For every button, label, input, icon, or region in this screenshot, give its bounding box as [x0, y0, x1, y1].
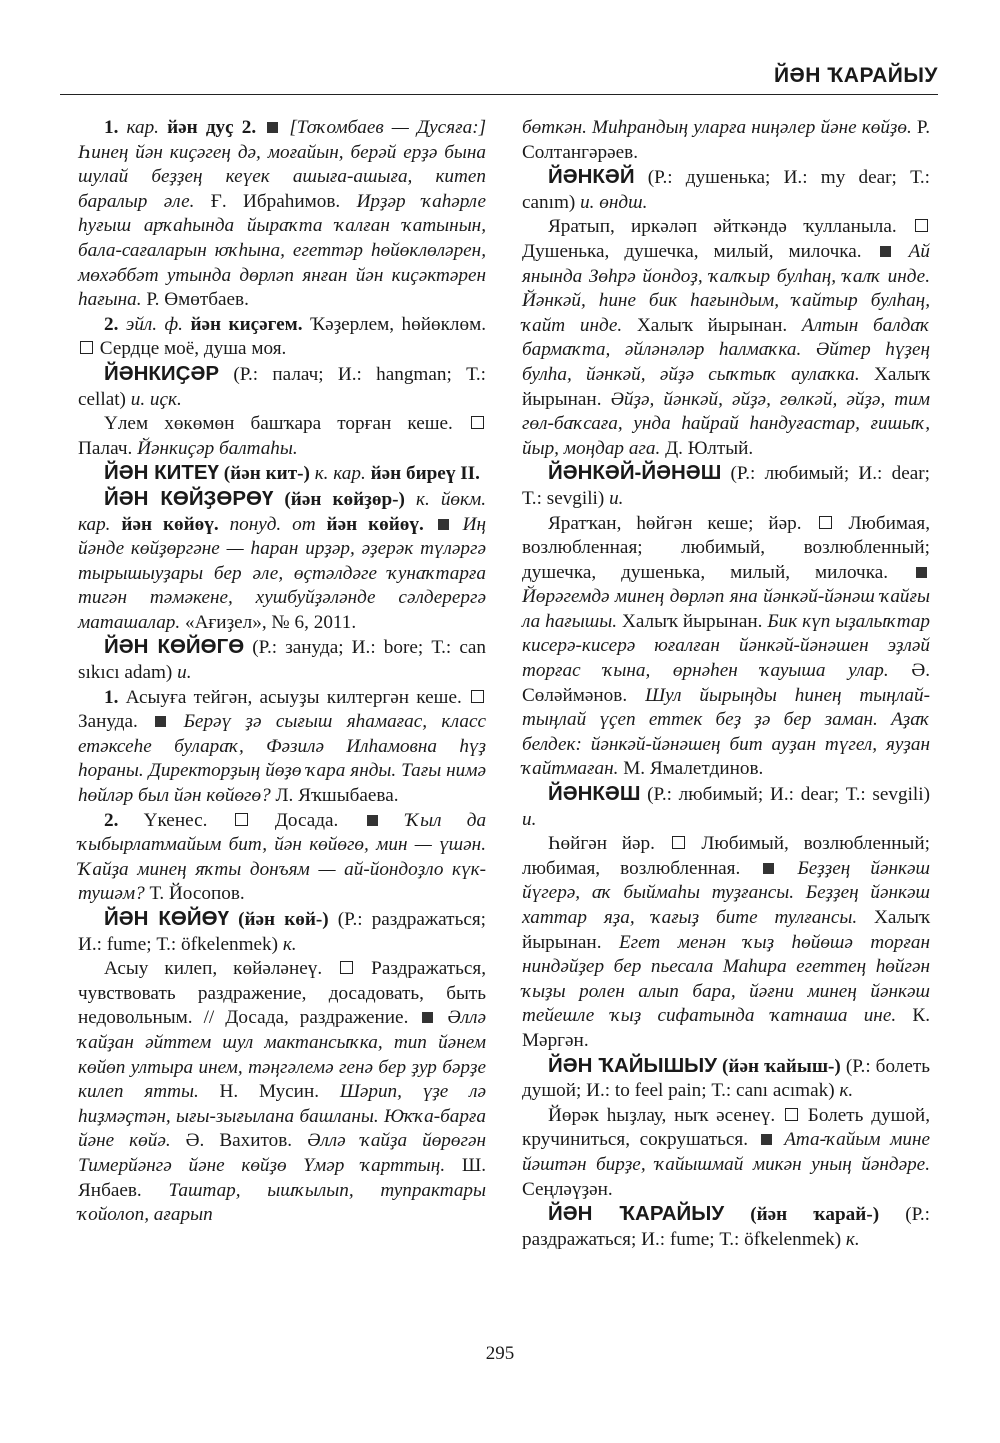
quote-source: Халыҡ йырынан.	[621, 610, 763, 632]
example-bullet-icon	[763, 863, 774, 874]
running-head	[60, 58, 938, 95]
quote-source: Халыҡ йырынан.	[636, 314, 788, 336]
grammar-label: эйл. ф.	[125, 313, 183, 335]
verb-stem: (йән көй-)	[238, 909, 329, 930]
entry-yen-koyogo	[78, 635, 486, 685]
example-quote: Әллә ҡайҙа йөрөгән Тимерйәнгә йәне көйҙө Үмәр ҡарттың.	[78, 1130, 486, 1176]
entry-yen-koyoy	[78, 907, 486, 957]
example-quote: Ата-ҡайым мине йәштән бирҙе, ҡайышмай микән уның йәндәре.	[522, 1129, 931, 1175]
russian-translation: Палач.	[78, 437, 133, 459]
grammar-label: к. кар.	[314, 463, 366, 485]
verb-stem: (йән ҡарай-)	[750, 1204, 880, 1226]
grammar-label: кар.	[126, 117, 159, 138]
headword: ЙӘН КИТЕҮ	[104, 461, 219, 485]
russian-translation: Сердце моё, душа моя.	[99, 338, 287, 360]
equivalents: (Р.: зануда; И.: bore; Т.: can sıkıcı adam)	[78, 637, 487, 684]
translation-square-icon	[785, 1108, 798, 1121]
sense-number: 1.	[104, 686, 119, 708]
translation-square-icon	[471, 690, 484, 703]
russian-translation: Душенька, душечка, милый, милочка.	[522, 240, 862, 262]
cross-reference: йән көйөү.	[121, 513, 219, 535]
definition: Асыуға тейгән, асыуҙы килтергән кеше.	[125, 686, 462, 708]
example-quote: Йәнкиҫәр балтаһы.	[137, 437, 298, 459]
definition: Ҡәҙерлем, һөйөклөм.	[310, 313, 487, 335]
grammar-label: к.	[845, 1228, 860, 1250]
definition: Үкенес.	[143, 809, 208, 831]
definition-paragraph	[522, 512, 930, 783]
quote-author: Ғ. Ибраһимов.	[210, 190, 341, 212]
quote-author: Н. Мусин.	[219, 1081, 320, 1103]
equivalents: (Р.: любимый; И.: dear; Т.: sevgili)	[522, 463, 930, 509]
example-quote: бөткән. Миһрандың уларға ниңәлер йәне көйҙө.	[522, 117, 912, 138]
russian-translation: Раздражаться, чувствовать раздражение, досадовать, быть недовольным. // Досада, раздражение.	[78, 958, 486, 1029]
example-bullet-icon	[880, 246, 891, 257]
translation-square-icon	[915, 219, 928, 232]
sense-number: 1.	[104, 117, 119, 138]
entry-sense-1	[78, 686, 486, 809]
equivalents: (Р.: любимый; И.: dear; Т.: sevgili)	[647, 784, 930, 806]
left-column	[78, 116, 486, 1228]
entry-yenkey-yenesh	[522, 461, 930, 511]
quote-author: Ш. Янбаев.	[78, 1154, 486, 1201]
cross-reference: йән дуҫ 2.	[167, 117, 257, 138]
quote-author: Ә. Сөләймәнов.	[522, 660, 930, 706]
definition-paragraph	[522, 832, 930, 1053]
entry-yenkey	[522, 165, 930, 215]
right-column	[522, 116, 930, 1252]
headword: ЙӘНКӘШ	[548, 782, 641, 806]
grammar-label: понуд. от	[229, 513, 316, 535]
quote-author: К. Мәргән.	[522, 1005, 931, 1051]
headword: ЙӘН КӨЙҘӨРӨҮ	[104, 486, 274, 510]
example-bullet-icon	[155, 716, 166, 727]
quote-author: Р. Өмөтбаев.	[146, 289, 249, 311]
headword: ЙӘН КӨЙӨҮ	[104, 907, 229, 930]
sense-number: 2.	[104, 313, 119, 335]
grammar-label: к.	[839, 1080, 854, 1102]
example-quote: Бик күп ыҙалыҡтар кисерә-кисерә юғалған йәнкәй-йәнәшен эҙләй торғас ҡына, өрнәһен ҡауыша улар.	[522, 610, 931, 682]
russian-translation: Любимая, возлюбленная; любимый, возлюбленный; душечка, душенька, милый, милочка.	[522, 512, 931, 583]
definition: Йөрәк һыҙлау, ныҡ әсенеү.	[548, 1104, 776, 1126]
translation-square-icon	[340, 961, 353, 974]
equivalents: (Р.: раздражаться; И.: fume; Т.: öfkelenmek)	[78, 909, 486, 955]
sense-number: 2.	[104, 809, 119, 831]
example-quote: Беҙҙең йәнкәш йүгерә, аҡ быймаһы туҙғансы. Беҙҙең йәнкәш хаттар яҙа, ҡағыҙ бите тулғансы.	[522, 857, 931, 928]
entry-yen-karayyu	[522, 1202, 930, 1252]
quote-source: Халыҡ йырынан.	[522, 363, 931, 410]
example-quote: Иң йәнде көйҙөргәне — һаран ирҙәр, әҙерәк түләргә тырышыуҙары бер әле, өҫтәлдәге ҡунаҡтарға тигән тәмәкене, хушбуйҙәләнде сәлдерергә маташалар.	[78, 513, 486, 633]
verb-stem: (йән кит-)	[223, 463, 310, 485]
entry-yenkesh	[522, 782, 930, 832]
definition: Асыу килеп, көйәләнеү.	[104, 958, 323, 980]
phrase-term: йән киҫәгем.	[190, 313, 303, 335]
example-quote: Әйҙә, йәнкәй, әйҙә, гөлкәй, әйҙә, тим гөл-баҡсаға, унда һайрай һандуғастар, ғишыҡ, йыр, моңдар ага.	[522, 388, 931, 459]
entry-yen-kiteu	[78, 461, 486, 487]
entry-yen-koyzoroy	[78, 487, 486, 636]
quote-author: Сеңләүҙән.	[522, 1178, 613, 1200]
definition: Үлем хөкөмөн башҡара торған кеше.	[104, 413, 453, 435]
quote-author: Т. Йосопов.	[149, 883, 245, 905]
quote-author: Д. Юлтый.	[665, 437, 754, 459]
equivalents: (Р.: палач; И.: hangman; Т.: cellat)	[78, 363, 486, 410]
equivalents: (Р.: раздражаться; И.: fume; Т.: öfkelenmek)	[522, 1204, 931, 1250]
page-number: 295	[485, 1343, 515, 1364]
headword: ЙӘН КӨЙӨГӨ	[104, 635, 245, 659]
continued-quote	[522, 116, 930, 165]
example-bullet-icon	[761, 1134, 772, 1145]
equivalents: (Р.: душенька; И.: my dear; Т.: canım)	[522, 167, 931, 213]
cross-reference: йән көйөү.	[326, 513, 424, 535]
definition: Яратҡан, һөйгән кеше; йәр.	[548, 512, 802, 534]
grammar-label: к.	[282, 933, 297, 955]
russian-translation: Любимый, возлюбленный; любимая, возлюбленная.	[522, 833, 930, 879]
translation-square-icon	[819, 516, 832, 529]
grammar-label: и. өндш.	[580, 191, 648, 213]
example-quote: Йөрәгемдә минең дөрләп яна йәнкәй-йәнәш ҡайғы ла һағышы.	[522, 586, 930, 632]
entry-yenkiser	[78, 362, 486, 412]
entry-yen-kayyshyu	[522, 1054, 930, 1104]
headword: ЙӘНКИҪӘР	[104, 361, 220, 385]
example-bullet-icon	[916, 567, 927, 578]
equivalents: (Р.: болеть душой; И.: to feel pain; Т.: canı acımak)	[522, 1055, 931, 1102]
russian-translation: Зануда.	[78, 711, 138, 733]
example-quote: Ирҙәр ҡаһәрле һуғыш арҡаһында йыраҡта ҡалған ҡатынын, бала-сағаларын юҡһына, егеттәр һөйөклөләрен, мөхәббәт утында дөрләп янған йән киҫәктәрен һағына.	[78, 190, 487, 311]
headword: ЙӘН ҠАРАЙЫУ	[548, 1202, 725, 1226]
grammar-label: к. йөкм. кар.	[78, 488, 487, 535]
translation-square-icon	[235, 813, 248, 826]
quote-source: «Ағиҙел», № 6, 2011.	[184, 611, 357, 633]
quote-author: М. Ямалетдинов.	[623, 758, 764, 780]
example-quote: Таштар, ышҡылып, тупрактары ҡойолоп, ағарып	[78, 1179, 487, 1226]
example-quote: Ҡыл да ҡыбырлатмайым бит, йән көйөгө, мин — үшән. Ҡайҙа минең яҡты донъям — ай-йондоҙло күк-тушәм?	[78, 809, 487, 905]
entry-sense-2	[78, 809, 486, 907]
translation-square-icon	[471, 416, 484, 429]
grammar-label: и.	[522, 808, 537, 830]
entry-sense-2	[78, 313, 486, 362]
example-quote: Алтын балдаҡ бармаҡта, әйләнәләр һалмаҡка. Әйтер һүҙең булһа, йәнкәй, әйҙә сыҡтыҡ аулаҡка.	[522, 314, 931, 385]
grammar-label: и. иҫк.	[130, 388, 182, 410]
example-quote: Ай янында Зөһрә йондоҙ, ҡалҡыр булһаң, ҡалҡ инде. Йәнкәй, һине бик һағындым, ҡайтыр булһаң, ҡайт инде.	[522, 240, 930, 336]
verb-stem: (йән ҡайыш-)	[722, 1055, 841, 1077]
grammar-label: и.	[177, 662, 192, 684]
translation-square-icon	[672, 836, 685, 849]
cross-reference: йән биреү II.	[370, 463, 480, 485]
verb-stem: (йән көйҙөр-)	[284, 488, 405, 510]
example-bullet-icon	[267, 122, 278, 133]
example-quote: Әллә ҡайҙан әйттем шул мактансыҡка, тип йәнем көйөп ултыра инем, тәңгәлемә генә бер ҙур бәрҙе килеп ятты.	[78, 1007, 486, 1103]
example-bullet-icon	[438, 519, 449, 530]
headword: ЙӘН ҠАЙЫШЫУ	[548, 1053, 717, 1077]
grammar-label: и.	[609, 487, 624, 509]
definition-paragraph	[78, 957, 486, 1228]
example-quote: Шул йырыңды һинең тыңлай-тыңлай үҫеп еттек беҙ ҙә бер заман. Аҙаҡ белдек: йәнкәй-йәнәшең бит ауҙан түгел, яуҙан ҡайтмаған.	[522, 684, 930, 780]
example-quote: Шәрип, үҙе лә һиҙмәҫтән, ығы-зығылана башланы. Юҡҡа-барға йәне көйә.	[78, 1081, 487, 1152]
definition-paragraph	[522, 215, 930, 461]
definition-paragraph	[78, 412, 486, 461]
quote-source: Халыҡ йырынан.	[522, 907, 931, 953]
russian-translation: Досада.	[274, 809, 339, 831]
example-quote: Егет менән ҡыҙ һөйөшә торған ниндәйҙер бер пьесала Маһира егеттең һөйгән ҡыҙы ролен алып бара, йәғни минең йәнкәш тейешле ҡыҙ сифатында ҡатнаша ине.	[522, 931, 930, 1027]
entry-sense-1	[78, 116, 486, 313]
definition-paragraph	[522, 1104, 930, 1202]
definition: Һөйгән йәр.	[548, 833, 655, 855]
quote-author: Р. Солтангәрәев.	[522, 117, 930, 163]
headword: ЙӘНКӘЙ	[548, 165, 635, 189]
example-bullet-icon	[367, 815, 378, 826]
example-bullet-icon	[422, 1012, 433, 1023]
translation-square-icon	[80, 341, 93, 354]
quote-author: Ә. Вахитов.	[185, 1130, 293, 1152]
russian-translation: Болеть душой, кручиниться, сокрушаться.	[522, 1104, 930, 1151]
running-head-title: ЙӘН ҠАРАЙЫУ	[773, 64, 938, 87]
quote-author: Л. Яҡшыбаева.	[275, 785, 399, 807]
example-quote: [Тоҡомбаев — Дусяға:] Һинең йән киҫәгең дә, моғайын, берәй ерҙә бына шулай беҙҙең кеүек ашыға-ашыға, китеп баралыр әле.	[78, 117, 487, 212]
example-quote: Берәү ҙә сығыш яһамағас, класс етәксеһе булараҡ, Фәзилә Илһамовна һүҙ һораны. Директорҙың йөҙө ҡара янды. Тағы нимә һөйләр был йән көйөгө?	[78, 711, 487, 807]
headword: ЙӘНКӘЙ-ЙӘНӘШ	[548, 461, 722, 485]
definition: Яратып, иркәләп әйткәндә ҡулланыла.	[548, 216, 897, 238]
